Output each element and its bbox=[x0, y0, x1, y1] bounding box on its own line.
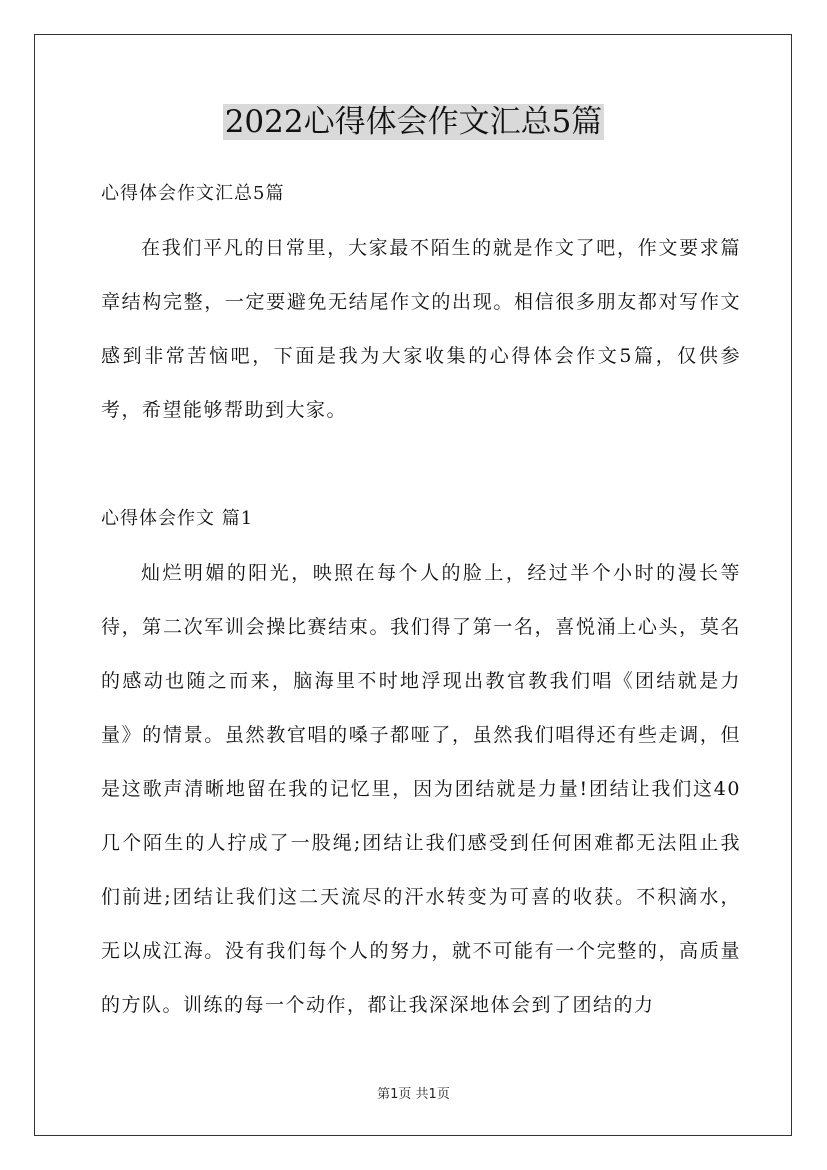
document-subtitle: 心得体会作文汇总5篇 bbox=[101, 183, 285, 204]
document-title bbox=[0, 100, 827, 144]
page-footer: 第1页 共1页 bbox=[377, 1087, 450, 1102]
section-body-paragraph: 灿烂明媚的阳光，映照在每个人的脸上，经过半个小时的漫长等待，第二次军训会操比赛结束。我们得了第一名，喜悦涌上心头，莫名的感动也随之而来，脑海里不时地浮现出教官教我们唱《团结就是力量》的情景。虽然教官唱的嗓子都哑了，虽然我们唱得还有些走调，但是这歌声清晰地留在我的记忆里，因为团结就是力量!团结让我们这40几个陌生的人拧成了一股绳;团结让我们感受到任何困难都无法阻止我们前进;团结让我们这二天流尽的汗水转变为可喜的收获。不积滴水，无以成江海。没有我们每个人的努力，就不可能有一个完整的，高质量的方队。训练的每一个动作，都让我深深地体会到了团结的力 bbox=[101, 562, 741, 1016]
section-heading: 心得体会作文 篇1 bbox=[101, 508, 254, 529]
intro-paragraph: 在我们平凡的日常里，大家最不陌生的就是作文了吧，作文要求篇章结构完整，一定要避免无结尾作文的出现。相信很多朋友都对写作文感到非常苦恼吧，下面是我为大家收集的心得体会作文5篇，仅供参考，希望能够帮助到大家。 bbox=[101, 237, 741, 421]
document-title-text: 2022心得体会作文汇总5篇 bbox=[224, 104, 603, 140]
